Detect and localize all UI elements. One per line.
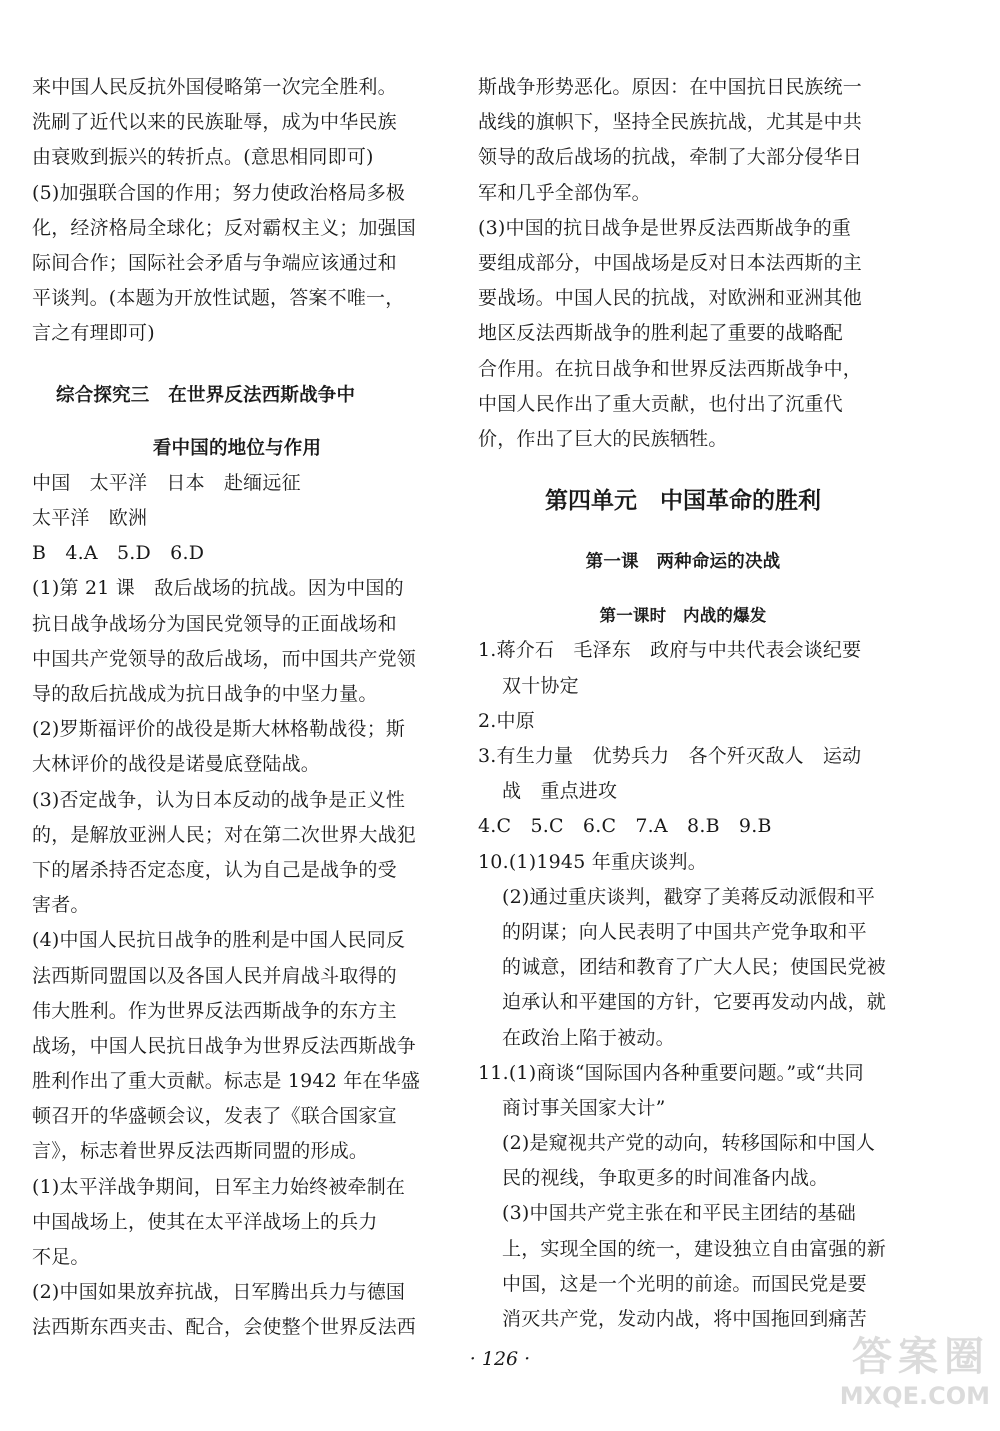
text-line: 太平洋 欧洲 [32,507,148,530]
text-line: 领导的敌后战场的抗战，牵制了大部分侵华日 [478,146,863,169]
text-line: 战 重点进攻 [502,780,618,803]
text-line: 战线的旗帜下，坚持全民族抗战，尤其是中共 [478,111,863,134]
text-line: 商讨事关国家大计” [502,1096,666,1119]
text-line: 11.(1)商谈“国际国内各种重要问题。”或“共同 [478,1061,864,1084]
text-line: 上，实现全国的统一，建设独立自由富强的新 [502,1237,887,1260]
text-line: 斯战争形势恶化。原因：在中国抗日民族统一 [478,76,863,98]
text-line: 中国，这是一个光明的前途。而国民党是要 [502,1272,867,1295]
text-line: (1)第 21 课 敌后战场的抗战。因为中国的 [32,577,404,600]
text-line: (2)中国如果放弃抗战，日军腾出兵力与德国 [32,1281,406,1304]
text-line: 1.蒋介石 毛泽东 政府与中共代表会谈纪要 [478,639,862,662]
text-line: 胜利作出了重大贡献。标志是 1942 年在华盛 [32,1070,421,1093]
text-line: 价，作出了巨大的民族牺牲。 [478,427,728,450]
text-line: 中国战场上，使其在太平洋战场上的兵力 [32,1210,378,1233]
text-line: (3)否定战争，认为日本反动的战争是正义性 [32,788,406,811]
text-line: 顿召开的华盛顿会议，发表了《联合国家宣 [32,1105,397,1128]
text-line: 中国共产党领导的敌后战场，而中国共产党领 [32,647,417,670]
text-line: 法西斯同盟国以及各国人民并肩战斗取得的 [32,964,397,987]
text-line: 地区反法西斯战争的胜利起了重要的战略配 [478,322,843,345]
text-line: 由衰败到振兴的转折点。(意思相同即可) [32,146,374,169]
text-line: (2)罗斯福评价的战役是斯大林格勒战役；斯 [32,718,406,741]
text-line: 4.C 5.C 6.C 7.A 8.B 9.B [478,815,772,838]
text-line: 的诚意，团结和教育了广大人民；使国民党被 [502,956,887,979]
text-line: (4)中国人民抗日战争的胜利是中国人民同反 [32,929,406,952]
text-line: 中国人民作出了重大贡献，也付出了沉重代 [478,392,843,415]
text-line: 迫承认和平建国的方针，它要再发动内战，就 [502,991,887,1014]
period-title: 第一课时 内战的爆发 [599,606,767,626]
section-subtitle: 看中国的地位与作用 [152,437,322,459]
text-line: 下的屠杀持否定态度，认为自己是战争的受 [32,858,397,881]
text-line: 洗刷了近代以来的民族耻辱，成为中华民族 [32,111,397,134]
text-line: 言》，标志着世界反法西斯同盟的形成。 [32,1140,369,1163]
text-line: B 4.A 5.D 6.D [32,542,205,565]
text-line: 法西斯东西夹击、配合，会使整个世界反法西 [32,1316,417,1339]
text-line: (3)中国共产党主张在和平民主团结的基础 [502,1202,856,1225]
text-line: 不足。 [32,1246,90,1268]
text-line: (2)通过重庆谈判，戳穿了美蒋反动派假和平 [502,885,876,908]
text-line: 的，是解放亚洲人民；对在第二次世界大战犯 [32,823,417,846]
text-line: (3)中国的抗日战争是世界反法西斯战争的重 [478,216,852,239]
watermark-logo [790,1325,990,1425]
section-title: 综合探究三 在世界反法西斯战争中 [56,384,356,406]
text-line: 战场，中国人民抗日战争为世界反法西斯战争 [32,1034,417,1057]
unit-title: 第四单元 中国革命的胜利 [545,487,821,515]
text-line: 害者。 [32,894,90,917]
text-line: 的阴谋；向人民表明了中国共产党争取和平 [502,920,867,943]
text-line: (5)加强联合国的作用；努力使政治格局多极 [32,181,406,204]
text-line: 3.有生力量 优势兵力 各个歼灭敌人 运动 [478,745,862,767]
text-line: 言之有理即可) [32,322,155,345]
text-line: 伟大胜利。作为世界反法西斯战争的东方主 [32,999,397,1022]
text-line: (2)是窥视共产党的动向，转移国际和中国人 [502,1132,876,1155]
watermark-top-text: 答案圈 [852,1334,990,1380]
text-line: 际间合作；国际社会矛盾与争端应该通过和 [32,251,397,274]
watermark-bottom-text: MXQE.COM [839,1382,990,1410]
text-line: 合作用。在抗日战争和世界反法西斯战争中， [478,357,863,380]
text-line: 导的敌后抗战成为抗日战争的中坚力量。 [32,683,378,705]
text-line: 要战场。中国人民的抗战，对欧洲和亚洲其他 [478,287,863,310]
text-line: 来中国人民反抗外国侵略第一次完全胜利。 [32,76,397,98]
text-line: 双十协定 [502,674,579,697]
text-line: 化，经济格局全球化；反对霸权主义；加强国 [32,216,417,239]
text-line: 民的视线，争取更多的时间准备内战。 [502,1167,829,1190]
text-line: 要组成部分，中国战场是反对日本法西斯的主 [478,251,863,274]
text-line: 大林评价的战役是诺曼底登陆战。 [32,753,321,776]
text-line: (1)太平洋战争期间，日军主力始终被牵制在 [32,1175,406,1198]
text-line: 2.中原 [478,709,535,732]
page-number: · 126 · [469,1348,531,1370]
right-column [478,70,888,1337]
text-line: 消灭共产党，发动内战，将中国拖回到痛苦 [502,1308,867,1330]
text-line: 在政治上陷于被动。 [502,1026,675,1049]
text-line: 10.(1)1945 年重庆谈判。 [478,850,707,873]
lesson-title: 第一课 两种命运的决战 [585,552,781,573]
text-line: 抗日战争战场分为国民党领导的正面战场和 [32,612,397,635]
left-column [32,70,442,1346]
text-line: 平谈判。(本题为开放性试题，答案不唯一， [32,287,405,310]
text-line: 中国 太平洋 日本 赴缅远征 [32,471,301,494]
text-line: 军和几乎全部伪军。 [478,181,651,204]
